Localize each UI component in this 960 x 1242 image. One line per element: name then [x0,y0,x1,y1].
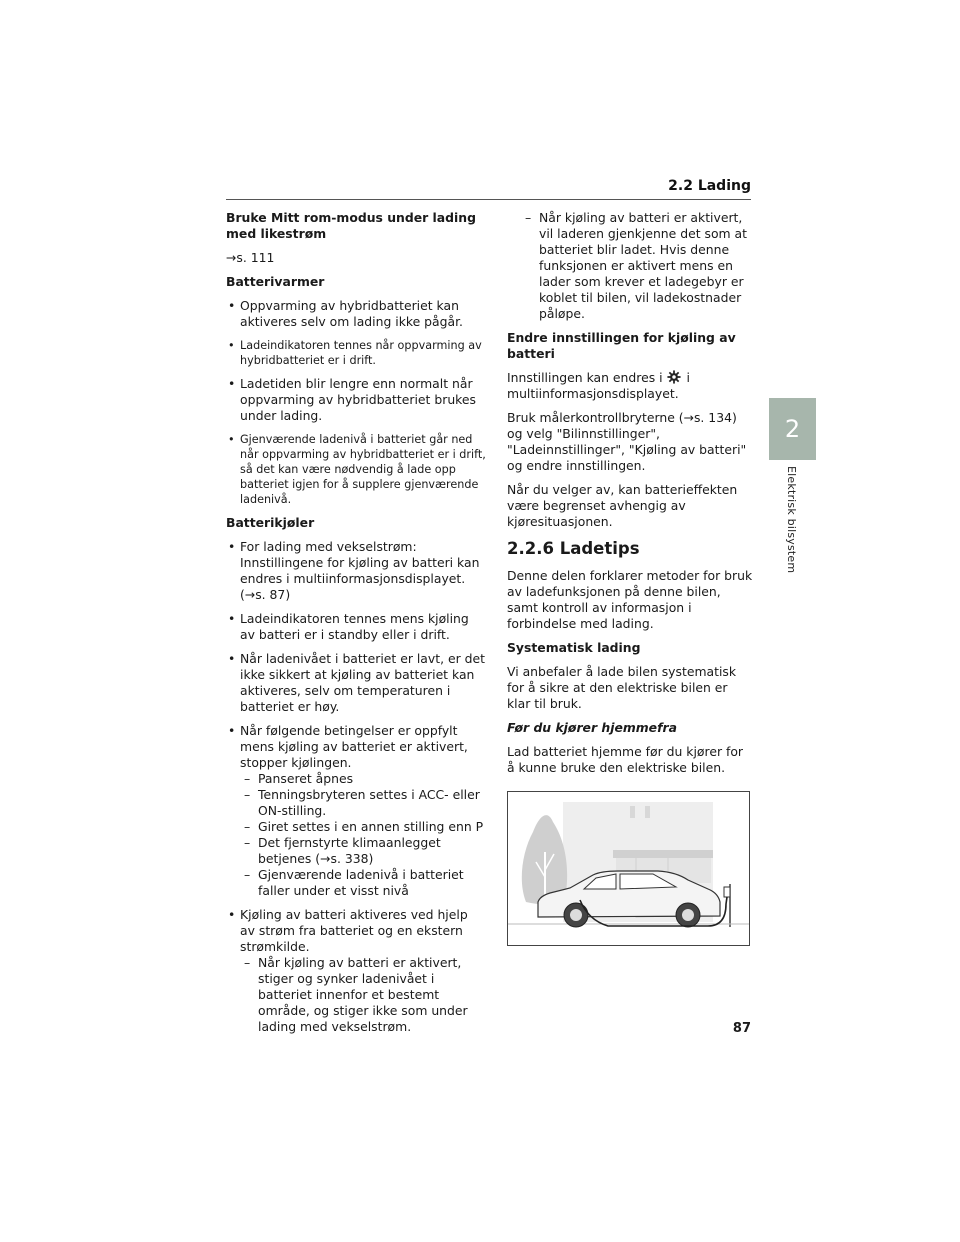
left-column [226,210,486,1043]
list-item: • Gjenværende ladenivå i batteriet går ned når oppvarming av hybridbatteriet er i drift, så det kan være nødvendig å lade opp batteriet igjen for å supplere gjenværende ladenivå. [226,432,486,507]
header-divider [226,199,751,200]
systematisk-paragraph: Vi anbefaler å lade bilen systematisk for å sikre at den elektriske bilen er klar til bruk. [507,664,737,711]
chapter-tab: 2 [769,398,816,460]
list-item [226,907,486,1035]
condition-item: – Tenningsbryteren settes i ACC- eller ON-stilling. [242,787,486,819]
chapter-label: Elektrisk bilsystem [785,466,798,574]
condition-item: – Det fjernstyrte klimaanlegget betjenes (→s. 338) [242,835,486,867]
heading-systematisk: Systematisk lading [507,640,641,655]
condition-item: – Giret settes i en annen stilling enn P [242,819,486,835]
cross-reference: →s. 111 [226,250,275,265]
condition-list [242,771,486,899]
list-item-text: • Når følgende betingelser er oppfylt mens kjøling av batteriet er aktivert, stopper kjølingen. [240,723,468,770]
heading-endre: Endre innstillingen for kjøling av batteri [507,330,736,361]
list-item: • Oppvarming av hybridbatteriet kan aktiveres selv om lading ikke pågår. [226,298,486,330]
condition-item: – Når kjøling av batteri er aktivert, stiger og synker ladenivået i batteriet innenfor et bestemt område, og stiger ikke som under lading med vekselstrøm. [242,955,486,1035]
nar-paragraph: Når du velger av, kan batterieffekten være begrenset avhengig av kjøresituasjonen. [507,482,738,529]
heading-for-du: Før du kjører hjemmefra [507,720,677,735]
section-heading: 2.2.6 Ladetips [507,539,640,558]
for-du-paragraph: Lad batteriet hjemme før du kjører for å kunne bruke den elektriske bilen. [507,744,744,775]
gear-icon [667,370,681,384]
list-item-text: • Kjøling av batteri aktiveres ved hjelp av strøm fra batteriet og en ekstern strømkilde. [240,907,468,954]
list-item: • Ladetiden blir lengre enn normalt når oppvarming av hybridbatteriet brukes under lading. [226,376,486,424]
innstilling-pre: Innstillingen kan endres i [507,370,663,385]
bruk-paragraph: Bruk målerkontrollbryterne (→s. 134) og velg "Bilinnstillinger", "Ladeinnstillinger", "Kjøling av batteri" og endre innstillingen. [507,410,747,473]
dash-item: – Når kjøling av batteri er aktivert, vil laderen gjenkjenne det som at batteriet blir ladet. Hvis denne funksjonen er aktivert mens en lader som krever et ladegebyr er koblet til bilen, vil ladekostnader påløpe. [523,210,753,322]
innstilling-post: i multiinformasjonsdisplayet. [507,370,690,401]
innstilling-paragraph [507,370,753,402]
charging-illustration [507,791,750,946]
list-item: • Ladeindikatoren tennes mens kjøling av batteri er i standby eller i drift. [226,611,486,643]
heading-batterivarmer: Batterivarmer [226,274,325,289]
condition-item: – Gjenværende ladenivå i batteriet faller under et visst nivå [242,867,486,899]
list-item: • Når ladenivået i batteriet er lavt, er det ikke sikkert at kjøling av batteriet kan aktiveres, selv om temperaturen i batteriet er høy. [226,651,486,715]
section-header: 2.2 Lading [668,178,751,194]
heading-mitt-rom: Bruke Mitt rom-modus under lading med likestrøm [226,210,476,241]
list-item: • For lading med vekselstrøm: Innstillingene for kjøling av batteri kan endres i multiinformasjonsdisplayet. (→s. 87) [226,539,486,603]
condition-item: – Panseret åpnes [242,771,486,787]
heading-batterikjoler: Batterikjøler [226,515,315,530]
charging-scene [508,792,749,945]
right-column [507,210,753,784]
list-item: • Ladeindikatoren tennes når oppvarming av hybridbatteriet er i drift. [226,338,486,368]
intro-paragraph: Denne delen forklarer metoder for bruk av ladefunksjonen på denne bilen, samt kontroll av informasjon i forbindelse med lading. [507,568,753,631]
page-number: 87 [732,1021,751,1036]
list-item [226,723,486,899]
